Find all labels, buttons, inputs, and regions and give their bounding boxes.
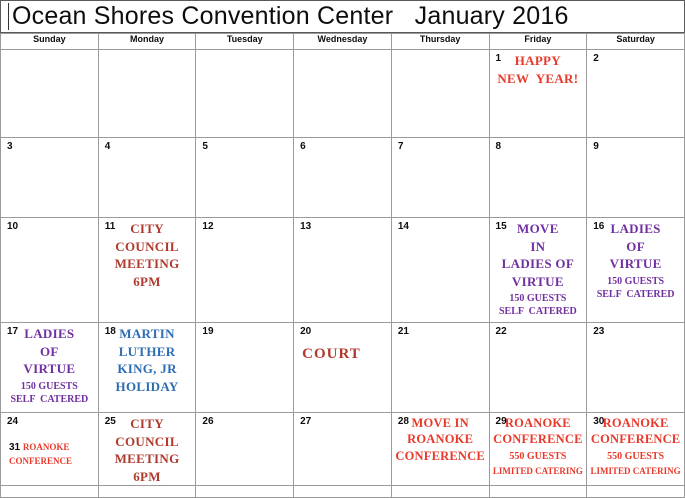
day-number: 28	[397, 416, 409, 427]
day-header-thursday: Thursday	[391, 34, 489, 50]
event-line: KING, JR	[117, 361, 177, 377]
event-line: COUNCIL	[115, 433, 179, 449]
day-number: 16	[593, 221, 605, 232]
event-line: HOLIDAY	[115, 378, 179, 394]
day-cell-empty[interactable]	[587, 486, 685, 498]
day-number: 1	[495, 53, 502, 64]
day-cell-2[interactable]	[587, 50, 685, 138]
event-line: 150 GUESTS	[509, 293, 567, 305]
day-cell-13[interactable]	[294, 218, 392, 323]
event-line: 6PM	[133, 273, 161, 289]
day-cell-empty[interactable]	[391, 486, 489, 498]
event-line: LADIES	[610, 221, 661, 236]
day-cell-6[interactable]	[294, 138, 392, 218]
event-line: ROANOKE	[407, 432, 474, 447]
day-cell-9[interactable]	[587, 138, 685, 218]
day-number: 27	[300, 416, 312, 427]
day-header-friday: Friday	[489, 34, 587, 50]
day-cell-empty[interactable]	[98, 50, 196, 138]
event-text	[1, 441, 98, 467]
day-number: 15	[495, 221, 507, 232]
day-cell-8[interactable]	[489, 138, 587, 218]
event-line: MEETING	[114, 451, 180, 467]
day-cell-28[interactable]	[391, 413, 489, 486]
week-row	[1, 218, 685, 323]
event-text	[294, 345, 391, 365]
event-text	[490, 450, 587, 463]
week-row	[1, 323, 685, 413]
calendar-body	[1, 50, 685, 498]
event-text	[587, 465, 684, 477]
day-number: 9	[593, 141, 599, 152]
event-line: MOVE IN	[411, 416, 469, 430]
day-cell-17[interactable]	[1, 323, 99, 413]
day-cell-empty[interactable]	[294, 486, 392, 498]
event-line: 31 ROANOKE	[9, 442, 70, 453]
day-number: 5	[202, 141, 208, 152]
day-number: 14	[397, 221, 409, 232]
event-line: ROANOKE	[602, 416, 669, 430]
day-cell-22[interactable]	[489, 323, 587, 413]
event-line: 550 GUESTS	[509, 450, 567, 462]
event-text	[490, 465, 587, 477]
day-header-monday: Monday	[98, 34, 196, 50]
event-line: 6PM	[133, 468, 161, 484]
week-row	[1, 50, 685, 138]
event-line: CONFERENCE	[395, 448, 485, 463]
event-line: COUNCIL	[115, 238, 179, 254]
event-line: LUTHER	[118, 343, 176, 359]
event-text	[587, 450, 684, 463]
title-bar	[0, 0, 685, 33]
event-text	[490, 292, 587, 318]
event-line: MOVE	[517, 221, 559, 236]
day-cell-19[interactable]	[196, 323, 294, 413]
event-line: NEW YEAR!	[497, 70, 579, 86]
day-cell-empty[interactable]	[196, 486, 294, 498]
event-line: 550 GUESTS	[607, 450, 665, 462]
day-number: 24	[7, 416, 19, 427]
day-cell-10[interactable]	[1, 218, 99, 323]
day-number: 19	[202, 326, 214, 337]
day-cell-15[interactable]	[489, 218, 587, 323]
day-cell-1[interactable]	[489, 50, 587, 138]
event-text	[490, 52, 587, 87]
day-cell-empty[interactable]	[1, 486, 99, 498]
event-line: CONFERENCE	[9, 455, 73, 466]
day-cell-4[interactable]	[98, 138, 196, 218]
day-header-saturday: Saturday	[587, 34, 685, 50]
day-number: 6	[300, 141, 306, 152]
day-number: 29	[495, 416, 507, 427]
event-line: CONFERENCE	[493, 432, 583, 447]
day-cell-18[interactable]	[98, 323, 196, 413]
day-number: 17	[7, 326, 19, 337]
day-cell-26[interactable]	[196, 413, 294, 486]
calendar-table	[0, 33, 685, 498]
event-line: LIMITED CATERING	[492, 465, 583, 476]
event-line: MARTIN	[119, 326, 175, 341]
event-line: VIRTUE	[23, 361, 76, 377]
day-cell-12[interactable]	[196, 218, 294, 323]
day-number: 11	[104, 221, 116, 232]
day-cell-24[interactable]	[1, 413, 99, 486]
day-number: 3	[7, 141, 13, 152]
day-cell-empty[interactable]	[1, 50, 99, 138]
day-cell-empty[interactable]	[391, 50, 489, 138]
day-header-row	[1, 34, 685, 50]
day-cell-23[interactable]	[587, 323, 685, 413]
day-cell-30[interactable]	[587, 413, 685, 486]
day-cell-empty[interactable]	[489, 486, 587, 498]
day-number-inline: 31	[9, 442, 23, 453]
event-line: VIRTUE	[609, 256, 662, 272]
day-number: 20	[300, 326, 312, 337]
day-number: 22	[495, 326, 507, 337]
page-title: Ocean Shores Convention Center January 2016	[12, 2, 569, 30]
day-cell-11[interactable]	[98, 218, 196, 323]
day-number: 10	[7, 221, 19, 232]
week-row	[1, 413, 685, 486]
day-number: 18	[104, 326, 116, 337]
event-line: VIRTUE	[511, 273, 564, 289]
week-row	[1, 486, 685, 498]
day-number: 23	[593, 326, 605, 337]
event-line: CITY	[130, 416, 164, 431]
day-number: 26	[202, 416, 214, 427]
day-cell-25[interactable]	[98, 413, 196, 486]
day-number: 4	[104, 141, 111, 152]
event-line: COURT	[302, 346, 361, 362]
event-line: IN	[530, 238, 546, 254]
event-line: OF	[626, 238, 645, 254]
event-line: SELF CATERED	[498, 306, 577, 318]
day-cell-29[interactable]	[489, 413, 587, 486]
day-cell-20[interactable]	[294, 323, 392, 413]
day-number: 21	[397, 326, 409, 337]
title-left-divider	[8, 3, 9, 30]
day-cell-7[interactable]	[391, 138, 489, 218]
day-cell-14[interactable]	[391, 218, 489, 323]
day-cell-3[interactable]	[1, 138, 99, 218]
day-cell-empty[interactable]	[294, 50, 392, 138]
day-number: 8	[495, 141, 502, 152]
event-line: MEETING	[114, 256, 180, 272]
event-line: ROANOKE	[504, 416, 571, 430]
event-text	[587, 275, 684, 301]
day-number: 12	[202, 221, 214, 232]
day-cell-empty[interactable]	[98, 486, 196, 498]
event-line: 150 GUESTS	[607, 275, 665, 287]
day-header-wednesday: Wednesday	[294, 34, 392, 50]
day-number: 7	[397, 141, 404, 152]
event-line: CONFERENCE	[590, 432, 681, 447]
day-cell-5[interactable]	[196, 138, 294, 218]
event-line: SELF CATERED	[596, 288, 675, 300]
event-text	[1, 380, 98, 406]
event-line: LADIES OF	[501, 256, 575, 272]
day-number: 30	[593, 416, 605, 427]
day-header-tuesday: Tuesday	[196, 34, 294, 50]
day-number: 13	[300, 221, 312, 232]
event-line: CITY	[130, 221, 164, 236]
day-number: 25	[104, 416, 116, 427]
event-line: HAPPY	[514, 53, 561, 68]
day-header-sunday: Sunday	[1, 34, 99, 50]
day-cell-empty[interactable]	[196, 50, 294, 138]
event-line: LADIES	[24, 326, 75, 341]
day-cell-21[interactable]	[391, 323, 489, 413]
event-line: 150 GUESTS	[20, 380, 78, 392]
day-cell-27[interactable]	[294, 413, 392, 486]
event-line: LIMITED CATERING	[590, 465, 681, 476]
event-line: OF	[40, 343, 59, 359]
event-line: SELF CATERED	[10, 393, 89, 405]
day-number: 2	[593, 53, 599, 64]
week-row	[1, 138, 685, 218]
day-cell-16[interactable]	[587, 218, 685, 323]
